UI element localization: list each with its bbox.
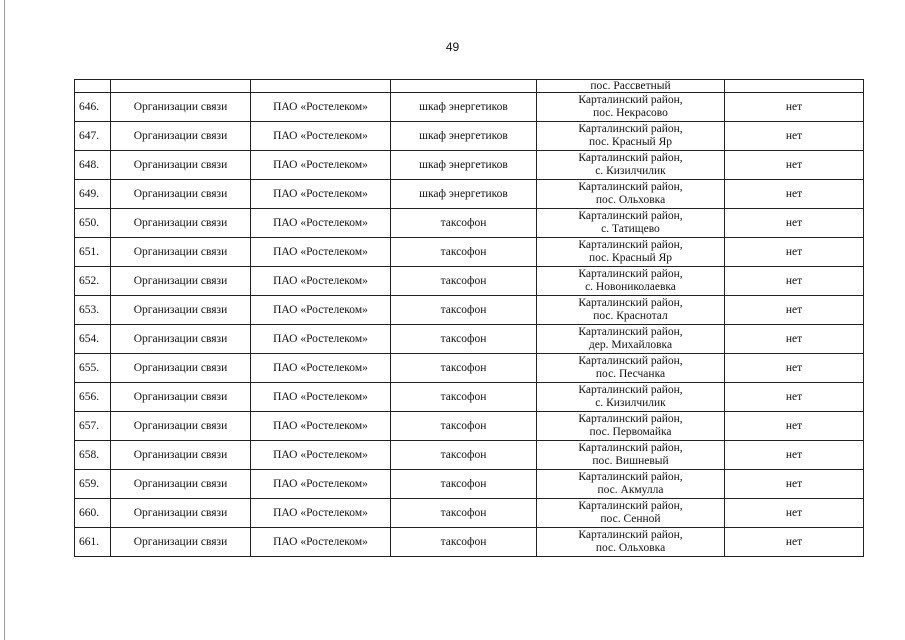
address-locality: с. Кизилчилик (595, 397, 666, 409)
row-number-cell: 647. (75, 122, 111, 151)
table-row (75, 325, 864, 354)
value-cell: нет (725, 209, 864, 238)
address-district: Карталинский район, (578, 268, 683, 280)
address-locality: пос. Акмулла (597, 484, 664, 496)
continuation-cell-address: пос. Рассветный (537, 80, 725, 93)
owner-cell: ПАО «Ростелеком» (251, 238, 391, 267)
category-cell: Организации связи (111, 325, 251, 354)
value-cell: нет (725, 267, 864, 296)
table-row (75, 441, 864, 470)
address-locality: пос. Сенной (600, 513, 661, 525)
table-row (75, 267, 864, 296)
table-row (75, 151, 864, 180)
category-cell: Организации связи (111, 383, 251, 412)
address-district: Карталинский район, (578, 297, 683, 309)
object-type-cell: таксофон (391, 499, 537, 528)
address-district: Карталинский район, (578, 384, 683, 396)
address-cell (537, 470, 725, 499)
row-number-cell: 653. (75, 296, 111, 325)
continuation-cell-category (111, 80, 251, 93)
category-cell: Организации связи (111, 528, 251, 557)
address-locality: пос. Ольховка (595, 542, 666, 554)
address-cell (537, 151, 725, 180)
continuation-cell-object (391, 80, 537, 93)
table-row (75, 354, 864, 383)
address-district: Карталинский район, (578, 326, 683, 338)
category-cell: Организации связи (111, 151, 251, 180)
address-cell (537, 354, 725, 383)
address-locality: пос. Песчанка (595, 368, 666, 380)
address-locality: дер. Михайловка (588, 339, 673, 351)
registry-table (74, 79, 864, 557)
value-cell: нет (725, 499, 864, 528)
address-locality: пос. Первомайка (589, 426, 672, 438)
address-cell (537, 499, 725, 528)
row-number-cell: 649. (75, 180, 111, 209)
value-cell: нет (725, 296, 864, 325)
category-cell: Организации связи (111, 470, 251, 499)
owner-cell: ПАО «Ростелеком» (251, 499, 391, 528)
value-cell: нет (725, 325, 864, 354)
value-cell: нет (725, 122, 864, 151)
address-locality: пос. Некрасово (593, 107, 668, 119)
address-locality: пос. Вишневый (592, 455, 669, 467)
value-cell: нет (725, 383, 864, 412)
address-cell (537, 267, 725, 296)
value-cell: нет (725, 238, 864, 267)
table-row (75, 93, 864, 122)
category-cell: Организации связи (111, 122, 251, 151)
table-row (75, 209, 864, 238)
row-number-cell: 646. (75, 93, 111, 122)
continuation-cell-value (725, 80, 864, 93)
object-type-cell: таксофон (391, 238, 537, 267)
object-type-cell: таксофон (391, 325, 537, 354)
value-cell: нет (725, 528, 864, 557)
object-type-cell: таксофон (391, 470, 537, 499)
category-cell: Организации связи (111, 441, 251, 470)
object-type-cell: таксофон (391, 528, 537, 557)
address-cell (537, 180, 725, 209)
row-number-cell: 661. (75, 528, 111, 557)
address-locality: с. Новониколаевка (585, 281, 676, 293)
category-cell: Организации связи (111, 296, 251, 325)
owner-cell: ПАО «Ростелеком» (251, 209, 391, 238)
owner-cell: ПАО «Ростелеком» (251, 93, 391, 122)
continuation-cell-num (75, 80, 111, 93)
object-type-cell: таксофон (391, 209, 537, 238)
owner-cell: ПАО «Ростелеком» (251, 325, 391, 354)
row-number-cell: 660. (75, 499, 111, 528)
value-cell: нет (725, 180, 864, 209)
table-row (75, 238, 864, 267)
owner-cell: ПАО «Ростелеком» (251, 122, 391, 151)
address-cell (537, 93, 725, 122)
address-cell (537, 122, 725, 151)
address-locality: пос. Ольховка (595, 194, 666, 206)
row-number-cell: 655. (75, 354, 111, 383)
row-number-cell: 659. (75, 470, 111, 499)
address-cell (537, 209, 725, 238)
row-number-cell: 656. (75, 383, 111, 412)
registry-table-body (75, 80, 864, 557)
value-cell: нет (725, 93, 864, 122)
owner-cell: ПАО «Ростелеком» (251, 267, 391, 296)
object-type-cell: таксофон (391, 383, 537, 412)
owner-cell: ПАО «Ростелеком» (251, 412, 391, 441)
object-type-cell: таксофон (391, 412, 537, 441)
address-cell (537, 238, 725, 267)
object-type-cell: шкаф энергетиков (391, 151, 537, 180)
address-district: Карталинский район, (578, 355, 683, 367)
category-cell: Организации связи (111, 209, 251, 238)
row-number-cell: 658. (75, 441, 111, 470)
value-cell: нет (725, 470, 864, 499)
address-district: Карталинский район, (578, 210, 683, 222)
owner-cell: ПАО «Ростелеком» (251, 441, 391, 470)
category-cell: Организации связи (111, 180, 251, 209)
owner-cell: ПАО «Ростелеком» (251, 528, 391, 557)
object-type-cell: таксофон (391, 267, 537, 296)
value-cell: нет (725, 354, 864, 383)
object-type-cell: шкаф энергетиков (391, 122, 537, 151)
category-cell: Организации связи (111, 499, 251, 528)
category-cell: Организации связи (111, 354, 251, 383)
address-district: Карталинский район, (578, 123, 683, 135)
row-number-cell: 651. (75, 238, 111, 267)
value-cell: нет (725, 151, 864, 180)
table-row (75, 122, 864, 151)
address-cell (537, 528, 725, 557)
row-number-cell: 648. (75, 151, 111, 180)
row-number-cell: 652. (75, 267, 111, 296)
address-cell (537, 383, 725, 412)
owner-cell: ПАО «Ростелеком» (251, 180, 391, 209)
row-number-cell: 650. (75, 209, 111, 238)
table-row (75, 296, 864, 325)
object-type-cell: таксофон (391, 354, 537, 383)
category-cell: Организации связи (111, 93, 251, 122)
object-type-cell: таксофон (391, 441, 537, 470)
address-district: Карталинский район, (578, 152, 683, 164)
value-cell: нет (725, 412, 864, 441)
owner-cell: ПАО «Ростелеком» (251, 354, 391, 383)
address-cell (537, 412, 725, 441)
page-left-edge (4, 0, 5, 640)
row-number-cell: 657. (75, 412, 111, 441)
object-type-cell: шкаф энергетиков (391, 93, 537, 122)
table-row (75, 499, 864, 528)
object-type-cell: таксофон (391, 296, 537, 325)
category-cell: Организации связи (111, 238, 251, 267)
owner-cell: ПАО «Ростелеком» (251, 470, 391, 499)
address-cell (537, 441, 725, 470)
owner-cell: ПАО «Ростелеком» (251, 296, 391, 325)
address-cell (537, 296, 725, 325)
continuation-cell-owner (251, 80, 391, 93)
address-locality: пос. Краснотал (593, 310, 668, 322)
address-district: Карталинский район, (578, 442, 683, 454)
owner-cell: ПАО «Ростелеком» (251, 151, 391, 180)
address-district: Карталинский район, (578, 181, 683, 193)
address-district: Карталинский район, (578, 529, 683, 541)
address-locality: пос. Красный Яр (588, 252, 672, 264)
table-row (75, 470, 864, 499)
address-district: Карталинский район, (578, 239, 683, 251)
address-cell (537, 325, 725, 354)
address-district: Карталинский район, (578, 471, 683, 483)
page-number: 49 (445, 40, 460, 54)
address-district: Карталинский район, (578, 413, 683, 425)
address-locality: с. Кизилчилик (595, 165, 666, 177)
address-locality: с. Татищево (601, 223, 660, 235)
address-district: Карталинский район, (578, 94, 683, 106)
table-row (75, 180, 864, 209)
object-type-cell: шкаф энергетиков (391, 180, 537, 209)
category-cell: Организации связи (111, 412, 251, 441)
table-row (75, 412, 864, 441)
continuation-row (75, 80, 864, 93)
category-cell: Организации связи (111, 267, 251, 296)
table-row (75, 383, 864, 412)
owner-cell: ПАО «Ростелеком» (251, 383, 391, 412)
address-district: Карталинский район, (578, 500, 683, 512)
table-row (75, 528, 864, 557)
value-cell: нет (725, 441, 864, 470)
row-number-cell: 654. (75, 325, 111, 354)
address-locality: пос. Красный Яр (588, 136, 672, 148)
